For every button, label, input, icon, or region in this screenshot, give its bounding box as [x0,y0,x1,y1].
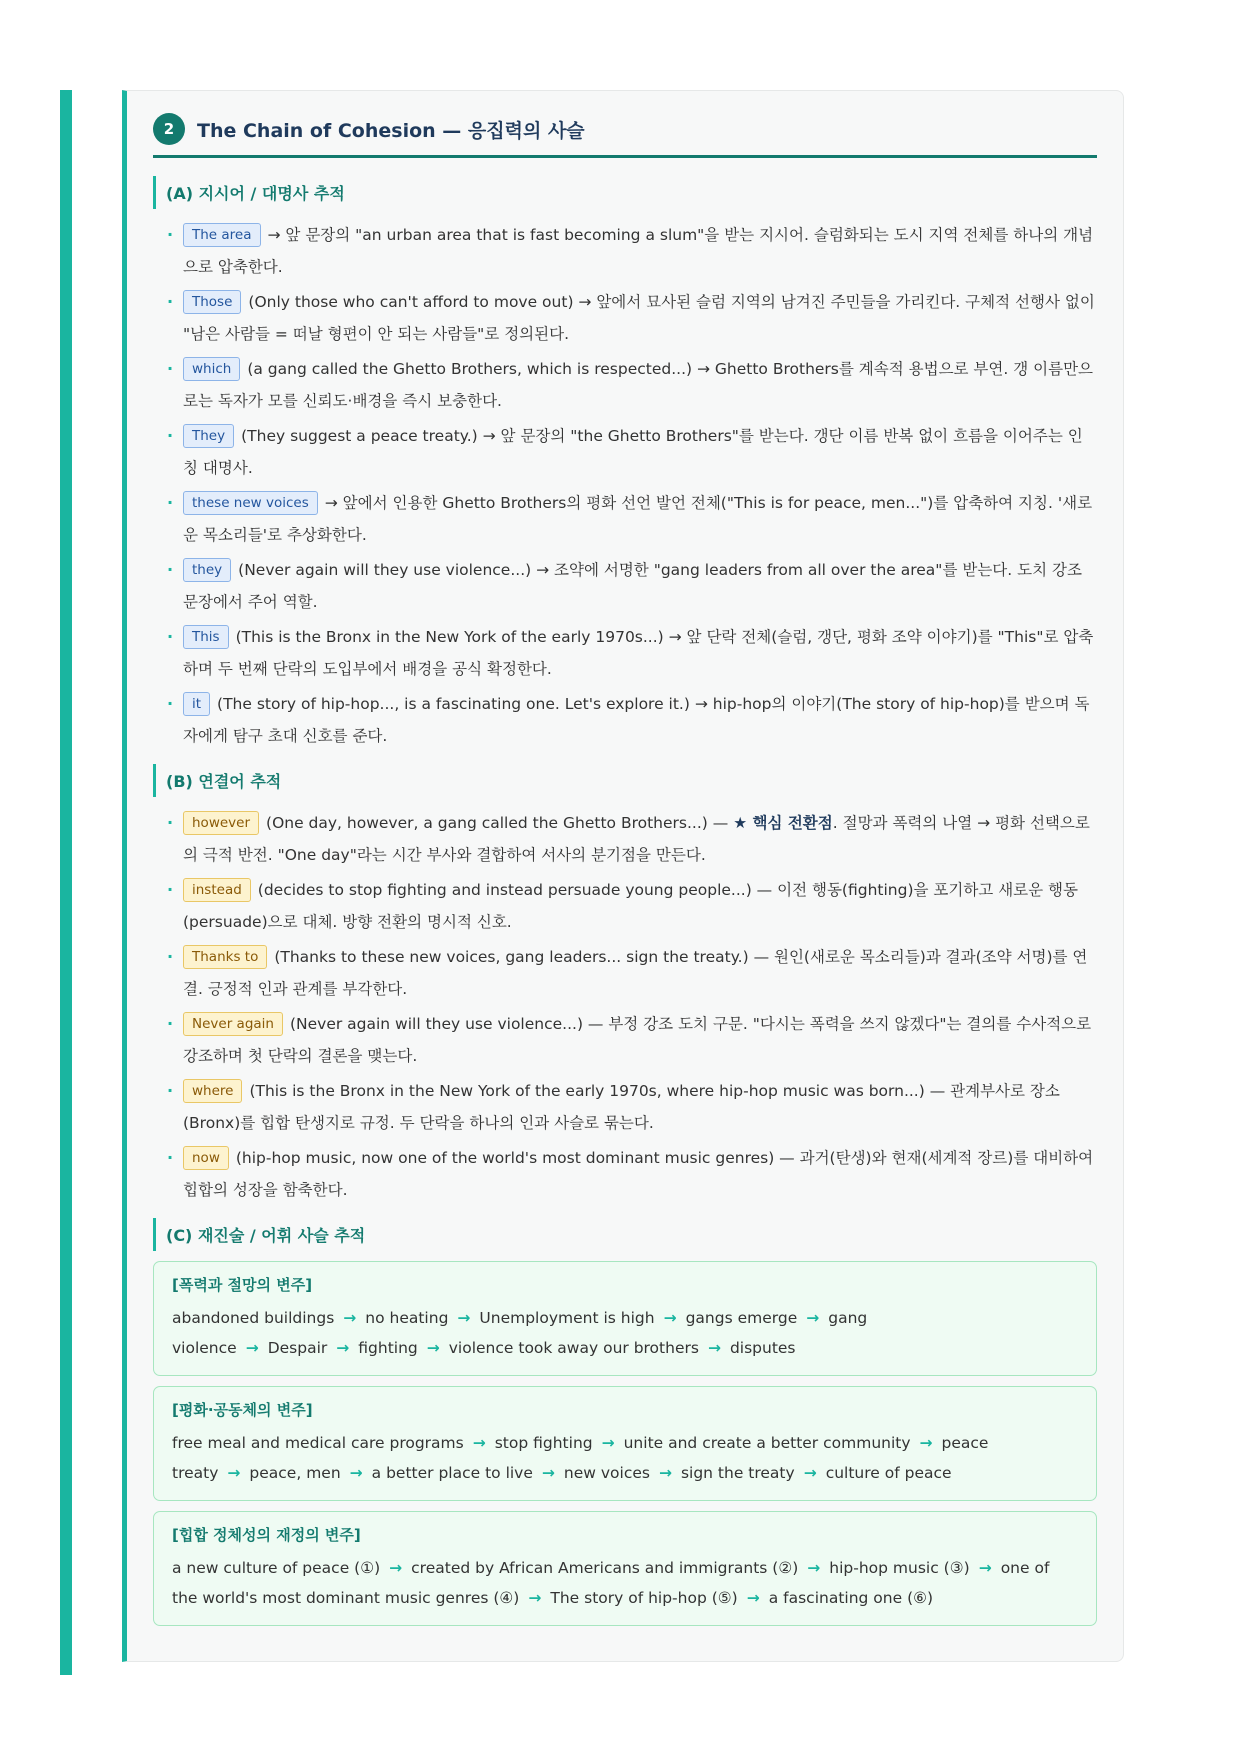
arrow-right-icon: → [245,1339,259,1357]
item-text: (This is the Bronx in the New York of the early 1970s, where hip-hop music was born...) — 관계부사로 장소(Bronx)를 힙합 탄생지로 규정. 두 단락을 하나의 인과 사슬로 묶는다. [183,1082,1060,1132]
lexical-chain-box [153,1386,1097,1501]
arrow-right-icon: → [541,1464,555,1482]
connector-tag: however [183,811,259,835]
item-text: (This is the Bronx in the New York of the early 1970s...) → 앞 단락 전체(슬럼, 갱단, 평화 조약 이야기)를 "This"로 압축하며 두 번째 단락의 도입부에서 배경을 공식 확정한다. [183,628,1094,678]
part-a-list [153,219,1097,752]
connector-tag: where [183,1079,242,1103]
connector-tag: now [183,1146,229,1170]
left-accent-bar [60,90,72,1675]
connector-tag: Thanks to [183,945,267,969]
list-item: · This (This is the Bronx in the New York of the early 1970s...) → 앞 단락 전체(슬럼, 갱단, 평화 조약 이야기)를 "This"로 압축하며 두 번째 단락의 도입부에서 배경을 공식 확정한다. [167,627,1094,678]
chain-term: abandoned buildings [172,1309,335,1327]
chain-term: culture of peace [825,1464,952,1482]
chain-box-title: [평화·공동체의 변주] [172,1401,313,1419]
chain-term: a new culture of peace (①) [172,1559,381,1577]
chain-term: unite and create a better community [623,1434,911,1452]
chain-box-title: [힙합 정체성의 재정의 변주] [172,1526,361,1544]
chain-box-title: [폭력과 절망의 변주] [172,1276,313,1294]
reference-tag: They [183,424,234,448]
arrow-right-icon: → [528,1589,542,1607]
arrow-right-icon: → [807,1559,821,1577]
chain-term: created by African Americans and immigrants (②) [411,1559,799,1577]
lexical-chain-box [153,1261,1097,1376]
lexical-chain-groups [153,1261,1097,1626]
reference-tag: This [183,625,229,649]
chain-term: no heating [365,1309,449,1327]
arrow-right-icon: → [457,1309,471,1327]
list-item: · Never again (Never again will they use violence...) — 부정 강조 도치 구문. "다시는 폭력을 쓰지 않겠다"는 결의를 수사적으로 강조하며 첫 단락의 결론을 맺는다. [167,1014,1092,1065]
chain-text [172,1303,1078,1363]
part-c-heading: (C) 재진술 / 어휘 사슬 추적 [153,1218,1097,1251]
arrow-right-icon: → [663,1309,677,1327]
arrow-right-icon: → [601,1434,615,1452]
chain-term: Despair [267,1339,328,1357]
item-text: (One day, however, a gang called the Ghetto Brothers...) — [266,814,734,832]
section-header [153,113,1097,158]
arrow-right-icon: → [389,1559,403,1577]
arrow-right-icon: → [658,1464,672,1482]
connector-tag: instead [183,878,251,902]
chain-term: peace treaty [172,1434,989,1482]
list-item: · these new voices → 앞에서 인용한 Ghetto Brothers의 평화 선언 발언 전체("This is for peace, men...")를 압축하여 지칭. '새로운 목소리들'로 추상화한다. [167,493,1093,544]
arrow-right-icon: → [472,1434,486,1452]
chain-term: disputes [729,1339,796,1357]
section-card [122,90,1124,1662]
list-item: · They (They suggest a peace treaty.) → 앞 문장의 "the Ghetto Brothers"를 받는다. 갱단 이름 반복 없이 흐름을 이어주는 인칭 대명사. [167,426,1083,477]
item-text: (They suggest a peace treaty.) → 앞 문장의 "the Ghetto Brothers"를 받는다. 갱단 이름 반복 없이 흐름을 이어주는 인칭 대명사. [183,427,1083,477]
item-text: (Thanks to these new voices, gang leaders... sign the treaty.) — 원인(새로운 목소리들)과 결과(조약 서명)를 연결. 긍정적 인과 관계를 부각한다. [183,948,1088,998]
list-item: · Thanks to (Thanks to these new voices, gang leaders... sign the treaty.) — 원인(새로운 목소리들)과 결과(조약 서명)를 연결. 긍정적 인과 관계를 부각한다. [167,947,1088,998]
arrow-right-icon: → [806,1309,820,1327]
item-text: (The story of hip-hop..., is a fascinating one. Let's explore it.) → hip-hop의 이야기(The story of hip-hop)를 받으며 독자에게 탐구 초대 신호를 준다. [183,695,1090,745]
chain-term: peace, men [249,1464,341,1482]
part-a-heading: (A) 지시어 / 대명사 추적 [153,176,1097,209]
list-item: · instead (decides to stop fighting and instead persuade young people...) — 이전 행동(fighting)을 포기하고 새로운 행동(persuade)으로 대체. 방향 전환의 명시적 신호. [167,880,1079,931]
key-turning-point: ★ 핵심 전환점 [733,814,833,832]
list-item: · now (hip-hop music, now one of the world's most dominant music genres) — 과거(탄생)와 현재(세계적 장르)를 대비하여 힙합의 성장을 함축한다. [167,1148,1094,1199]
reference-tag: it [183,692,210,716]
arrow-right-icon: → [978,1559,992,1577]
item-text-rest: . 절망과 폭력의 나열 → 평화 선택으로의 극적 반전. "One day"라는 시간 부사와 결합하여 서사의 분기점을 만든다. [183,814,1090,864]
chain-term: Unemployment is high [479,1309,655,1327]
lexical-chain-box [153,1511,1097,1626]
arrow-right-icon: → [349,1464,363,1482]
list-item: · it (The story of hip-hop..., is a fascinating one. Let's explore it.) → hip-hop의 이야기(The story of hip-hop)를 받으며 독자에게 탐구 초대 신호를 준다. [167,694,1090,745]
reference-tag: they [183,558,231,582]
chain-term: fighting [358,1339,418,1357]
list-item: · The area → 앞 문장의 "an urban area that is fast becoming a slum"을 받는 지시어. 슬럼화되는 도시 지역 전체를 하나의 개념으로 압축한다. [167,225,1094,276]
item-text: → 앞에서 인용한 Ghetto Brothers의 평화 선언 발언 전체("This is for peace, men...")를 압축하여 지칭. '새로운 목소리들'로 추상화한다. [183,494,1093,544]
item-text: (Never again will they use violence...) — 부정 강조 도치 구문. "다시는 폭력을 쓰지 않겠다"는 결의를 수사적으로 강조하며 첫 단락의 결론을 맺는다. [183,1015,1092,1065]
reference-tag: which [183,357,240,381]
part-b-heading: (B) 연결어 추적 [153,764,1097,797]
chain-term: a fascinating one (⑥) [768,1589,934,1607]
list-item: · however (One day, however, a gang called the Ghetto Brothers...) — ★ 핵심 전환점. 절망과 폭력의 나열 → 평화 선택으로의 극적 반전. "One day"라는 시간 부사와 결합하여 서사의 분기점을 만든다. [167,813,1090,864]
chain-term: gang violence [172,1309,868,1357]
arrow-right-icon: → [336,1339,350,1357]
section-number-badge: 2 [153,113,185,145]
arrow-right-icon: → [746,1589,760,1607]
chain-term: The story of hip-hop (⑤) [550,1589,738,1607]
chain-term: free meal and medical care programs [172,1434,464,1452]
chain-term: gangs emerge [685,1309,798,1327]
chain-text [172,1553,1078,1613]
arrow-right-icon: → [343,1309,357,1327]
chain-text [172,1428,1078,1488]
chain-term: violence took away our brothers [448,1339,699,1357]
reference-tag: these new voices [183,491,318,515]
section-title: The Chain of Cohesion — 응집력의 사슬 [197,119,585,142]
chain-term: a better place to live [371,1464,533,1482]
arrow-right-icon: → [227,1464,241,1482]
list-item: · they (Never again will they use violence...) → 조약에 서명한 "gang leaders from all over the area"를 받는다. 도치 강조 문장에서 주어 역할. [167,560,1082,611]
item-text: (decides to stop fighting and instead persuade young people...) — 이전 행동(fighting)을 포기하고 새로운 행동(persuade)으로 대체. 방향 전환의 명시적 신호. [183,881,1079,931]
list-item: · where (This is the Bronx in the New York of the early 1970s, where hip-hop music was born...) — 관계부사로 장소(Bronx)를 힙합 탄생지로 규정. 두 단락을 하나의 인과 사슬로 묶는다. [167,1081,1060,1132]
reference-tag: Those [183,290,241,314]
reference-tag: The area [183,223,261,247]
connector-tag: Never again [183,1012,283,1036]
item-text: (Only those who can't afford to move out) → 앞에서 묘사된 슬럼 지역의 남겨진 주민들을 가리킨다. 구체적 선행사 없이 "남은 사람들 = 떠날 형편이 안 되는 사람들"로 정의된다. [183,293,1095,343]
chain-term: stop fighting [494,1434,593,1452]
chain-term: hip-hop music (③) [829,1559,970,1577]
item-text: (Never again will they use violence...) → 조약에 서명한 "gang leaders from all over the area"를 받는다. 도치 강조 문장에서 주어 역할. [183,561,1082,611]
chain-term: new voices [563,1464,650,1482]
item-text: → 앞 문장의 "an urban area that is fast becoming a slum"을 받는 지시어. 슬럼화되는 도시 지역 전체를 하나의 개념으로 압축한다. [183,226,1094,276]
arrow-right-icon: → [803,1464,817,1482]
list-item: · Those (Only those who can't afford to move out) → 앞에서 묘사된 슬럼 지역의 남겨진 주민들을 가리킨다. 구체적 선행사 없이 "남은 사람들 = 떠날 형편이 안 되는 사람들"로 정의된다. [167,292,1095,343]
part-b-list [153,807,1097,1206]
arrow-right-icon: → [919,1434,933,1452]
chain-term: sign the treaty [680,1464,795,1482]
list-item: · which (a gang called the Ghetto Brothers, which is respected...) → Ghetto Brothers를 계속적 용법으로 부연. 갱 이름만으로는 독자가 모를 신뢰도·배경을 즉시 보충한다. [167,359,1094,410]
item-text: (hip-hop music, now one of the world's most dominant music genres) — 과거(탄생)와 현재(세계적 장르)를 대비하여 힙합의 성장을 함축한다. [183,1149,1094,1199]
arrow-right-icon: → [426,1339,440,1357]
arrow-right-icon: → [707,1339,721,1357]
chain-term: one of the world's most dominant music genres (④) [172,1559,1050,1607]
item-text: (a gang called the Ghetto Brothers, which is respected...) → Ghetto Brothers를 계속적 용법으로 부연. 갱 이름만으로는 독자가 모를 신뢰도·배경을 즉시 보충한다. [183,360,1094,410]
